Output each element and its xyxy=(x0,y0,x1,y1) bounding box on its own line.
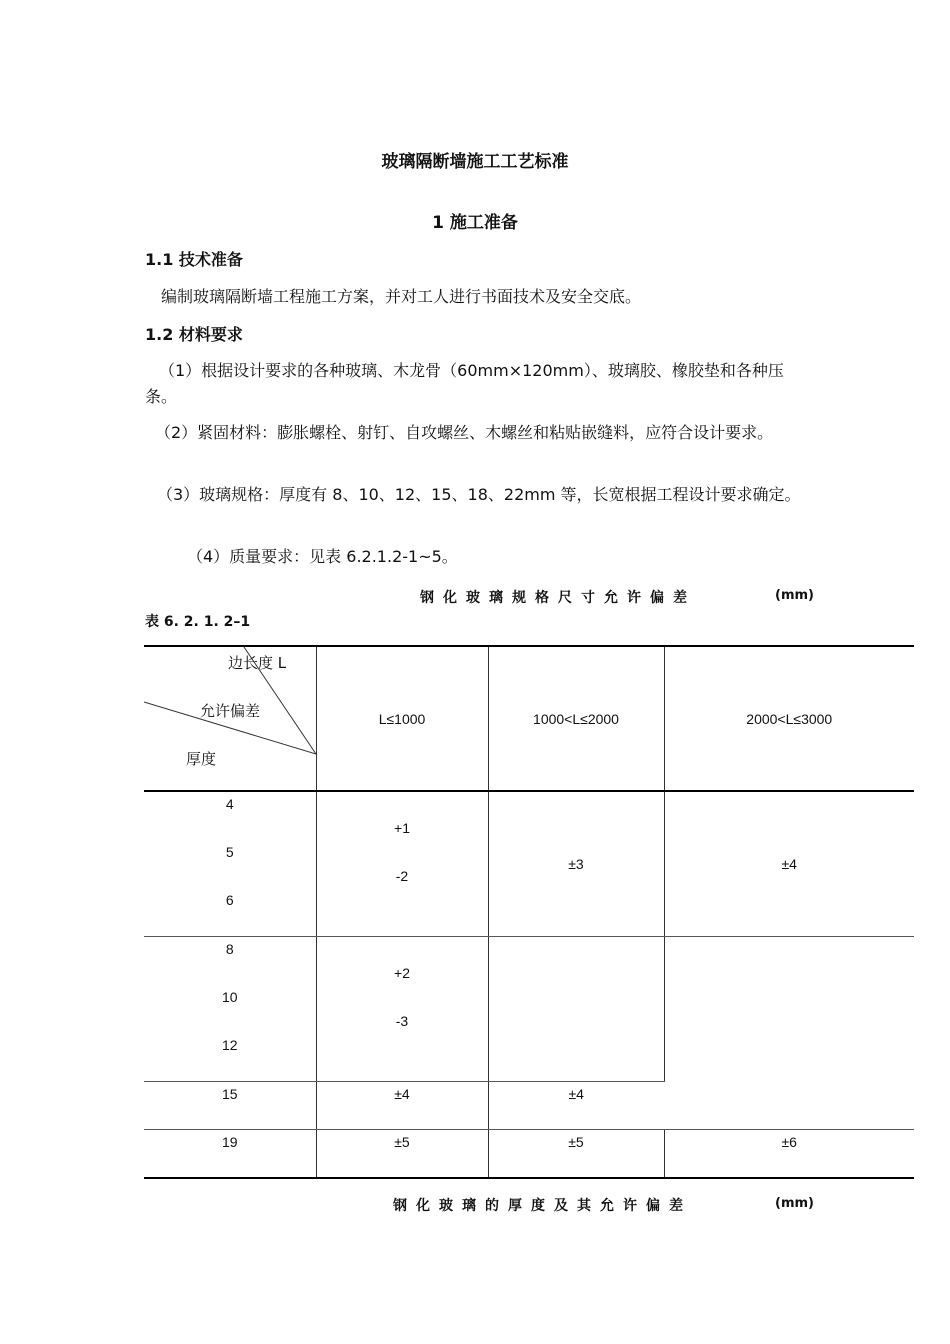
corner-label-thickness: 厚度 xyxy=(186,750,217,768)
section-heading-1-1: 1.1 技术准备 xyxy=(145,250,243,269)
tolerance-cell: ±3 xyxy=(488,791,664,937)
thickness-value: 10 xyxy=(221,989,238,1005)
thickness-cell: 19 xyxy=(144,1130,316,1178)
tolerance-value: +2 xyxy=(394,965,410,981)
thickness-cell xyxy=(144,791,316,937)
table2-unit: (mm) xyxy=(775,1196,814,1211)
tolerance-value: +1 xyxy=(394,820,410,836)
tolerance-cell xyxy=(316,791,488,937)
thickness-value: 8 xyxy=(225,941,234,957)
empty-cell xyxy=(488,937,664,1082)
thickness-cell xyxy=(144,937,316,1082)
thickness-value: 4 xyxy=(225,796,234,812)
paragraph-item-3: （3）玻璃规格：厚度有 8、10、12、15、18、22mm 等，长宽根据工程设计要求确定。 xyxy=(157,485,801,504)
column-header: 2000<L≤3000 xyxy=(664,646,914,791)
thickness-value: 5 xyxy=(225,844,234,860)
tolerance-cell: ±5 xyxy=(316,1130,488,1178)
doc-title: 玻璃隔断墙施工工艺标准 xyxy=(381,152,569,172)
table1-caption: 钢化玻璃规格尺寸允许偏差 xyxy=(420,590,696,606)
table1-unit: (mm) xyxy=(775,588,814,603)
empty-cell xyxy=(664,937,914,1130)
tolerance-cell: ±5 xyxy=(488,1130,664,1178)
thickness-value: 12 xyxy=(221,1037,238,1053)
tolerance-cell: ±4 xyxy=(488,1082,664,1130)
tolerance-value: -3 xyxy=(395,1013,409,1029)
column-header: 1000<L≤2000 xyxy=(488,646,664,791)
thickness-value: 6 xyxy=(225,892,234,908)
paragraph-item-1: （1）根据设计要求的各种玻璃、木龙骨（60mm×120mm）、玻璃胶、橡胶垫和各种压条。 xyxy=(145,361,784,406)
section-heading-1: 1 施工准备 xyxy=(432,213,518,233)
tolerance-cell: ±4 xyxy=(664,791,914,937)
tolerance-cell: ±6 xyxy=(664,1130,914,1178)
table-row xyxy=(144,1130,914,1178)
table1-number: 表 6. 2. 1. 2–1 xyxy=(145,614,251,630)
table2-caption: 钢化玻璃的厚度及其允许偏差 xyxy=(393,1198,692,1214)
paragraph-item-4: （4）质量要求：见表 6.2.1.2-1~5。 xyxy=(187,547,458,566)
thickness-cell: 15 xyxy=(144,1082,316,1130)
column-header: L≤1000 xyxy=(316,646,488,791)
paragraph-item-2: （2）紧固材料：膨胀螺栓、射钉、自攻螺丝、木螺丝和粘贴嵌缝料，应符合设计要求。 xyxy=(155,423,774,442)
section-heading-1-2: 1.2 材料要求 xyxy=(145,325,243,344)
corner-header-cell xyxy=(144,646,316,791)
tolerance-cell: ±4 xyxy=(316,1082,488,1130)
tolerance-table xyxy=(144,645,914,1179)
tolerance-value: -2 xyxy=(395,868,409,884)
table-row xyxy=(144,791,914,937)
corner-label-tolerance: 允许偏差 xyxy=(200,702,261,720)
table-header-row xyxy=(144,646,914,791)
tolerance-cell xyxy=(316,937,488,1082)
table-row xyxy=(144,937,914,1082)
paragraph-technical-prep: 编制玻璃隔断墙工程施工方案，并对工人进行书面技术及安全交底。 xyxy=(161,287,642,306)
corner-label-length: 边长度 L xyxy=(228,654,287,672)
